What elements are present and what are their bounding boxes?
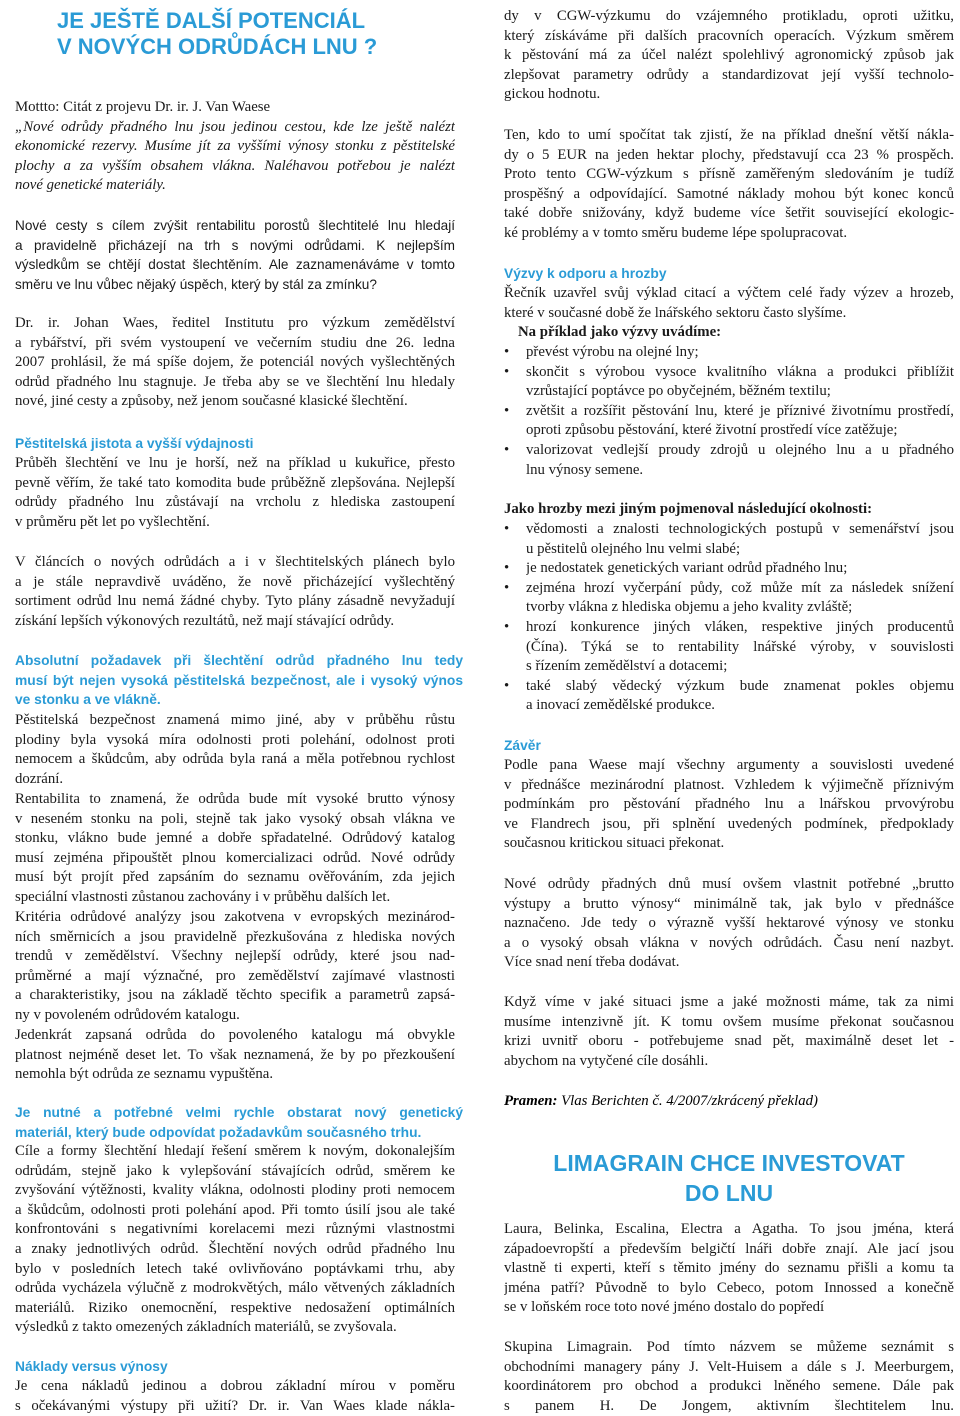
paragraph [504,756,954,854]
text-line: které v současné době že lnářského sektoru často slyšíme. [504,304,847,321]
paragraph [15,711,455,789]
text-line: Dr. ir. Johan Waes, ředitel Institutu pro výzkum zemědělství [15,315,455,331]
article-title-2: LIMAGRAIN CHCE INVESTOVAT DO LNU [553,1150,905,1206]
motto-label: Mottto: Citát z projevu Dr. ir. J. Van Waese [15,99,271,115]
text-line: stonku, vlákno bude jemné a dobře spřadatelné. Odrůdový katalog [15,830,455,847]
text-line: Více snad není třeba dodávat. [504,954,680,971]
text-line: dy o 5 EUR na jeden hektar plochy, představují cca 23 % prospěch. [504,146,954,163]
text-line: lnu výnosy semene. [526,461,644,478]
text-line: skončit s výrobou vysoce kvalitního vlákna a produkci přiblížit [526,363,954,380]
text-line: nemohla být odrůda ze seznamu vypuštěna. [15,1066,274,1083]
text-line: západoevropští a především belgičtí lnáři dobře znají. Ale jací jsou [504,1240,954,1257]
list-heading: Jako hrozby mezi jiným pojmenoval následující okolnosti: [504,501,873,517]
source-label: Pramen: [504,1093,558,1109]
text-line: Nové cesty s cílem zvýšit rentabilitu porostů šlechtitelé lnu hledají [15,218,455,233]
list-item [504,441,954,480]
motto-quote [15,118,455,196]
bullet-icon: • [504,441,510,458]
text-line: nové, jiné cesty a způsoby, než jenom současné klasické šlechtění. [15,393,408,410]
text-line: současnou kriticko​u situaci překonat. [504,835,725,852]
text-line: dozrání. [15,770,64,787]
article-title: JE JEŠTĚ DALŠÍ POTENCIÁL V NOVÝCH ODRŮDÁCH LNU ? [57,8,378,59]
text-line: platnost nejméně deset let. To však neznamená, že by po přezkoušení [15,1046,455,1063]
bullet-icon: • [504,521,510,537]
paragraph [15,553,455,631]
text-line: oproti způsobu pěstování, které životní prostředí více zatěžuje; [526,422,898,439]
source-citation [504,1091,954,1112]
text-line: Ten, kdo to umí spočítat tak zjistí, že na příklad dnešní větší nákla- [504,127,954,143]
text-line: je nedostatek genetických variant odrůd přadného lnu; [526,560,848,577]
text-line: také slabý vědecký výzkum bude znamenat pokles objemu [526,677,954,694]
challenges-list [504,343,954,480]
text-line: průměrné a mají význačné, pro zemědělství zajímavé vlastnosti [15,967,455,984]
text-line: a škůdcům, odolnosti proti polehání apod. Při tomto úsilí jsou ale také [15,1201,455,1218]
paragraph [15,908,455,1026]
list-item [504,363,954,402]
text-line: v přednášce mezinárodní platnost. Vzhledem k výjimečně příznivým [504,776,954,793]
text-line: vědomosti a znalosti technologických postupů v semenářství jsou [526,521,954,537]
section-heading: Náklady versus výnosy [15,1359,168,1374]
text-line: ve Flandrech jsou, při splnění uvedených podmínek, předpoklady [504,815,954,832]
bullet-icon: • [504,618,510,635]
text-line: s očekávanými výstupy při užití? Dr. ir. Van Waes klade nákla- [15,1397,455,1414]
text-line: Podle pana Waese mají všechny argumenty a souvislosti uvedené [504,757,954,773]
text-line: plochy a za vyšším obsahem vlákna. Naléhavou potřebou je nalézt [15,157,455,174]
text-line: v neseném stonku na poli, stejně tak jako vysoký obsah vlákna ve [15,810,455,827]
text-line: a rybářství, při svém vystoupení ve večerním studiu dne 26. ledna [15,334,455,351]
text-line: a charakteristiky, jsou na základě těchto specifik a parametrů zapsá- [15,987,455,1004]
text-line: Řečník uzavřel svůj výklad citací a výčtem celé řady výzev a hrozeb, [504,285,954,301]
text-line: hrozí konkurence jiných vláken, respektive jiných producentů [526,618,954,635]
text-line: koordinátorem pro obchod a produkci lněného semene. Dále pak [504,1378,954,1395]
text-line: prospěšný a odpovídající. Samotné náklady mohou být konec konců [504,185,954,202]
list-item [504,559,954,579]
bullet-icon: • [504,402,510,419]
text-line: převést výrobu na olejné lny; [526,344,699,360]
text-line: a znaky jednotlivých odrůd. Šlechtění nových odrůd přadného lnu [15,1240,455,1257]
text-line: odrůdy přadného lnu zůstávají na vrcholu z hlediska zastoupení [15,494,455,511]
text-line: abychom na vytyčené cíle dosáhli. [504,1052,709,1069]
left-column [0,0,463,1414]
text-line: výsledků z takto omezených základních materiálů, se zvyšovala. [15,1319,397,1336]
text-line: a inovací zemědělské produkce. [526,697,715,714]
text-line: získání lepších výkonových rezultátů, než mají stávající odrůdy. [15,612,395,629]
text-line: materiálů. Riziko onemocnění, respektive nedosažení optimálních [15,1299,455,1316]
text-line: bylo v posledních letech také ovlivňováno poptávkami trhu, aby [15,1260,455,1277]
list-item [504,520,954,559]
text-line: musíme intenzivně jít. K tomu ovšem musíme překonat současnou [504,1013,954,1030]
text-line: Rentabilita to znamená, že odrůda bude mít vysoké brutto výnosy [15,791,455,807]
text-line: plodiny byla vysoká míra odolnosti proti polehání, odolnost proti [15,731,455,748]
text-line: zvětšit a rozšířit pěstování lnu, které je příznivé životnímu prostředí, [526,402,954,419]
text-line: pevně věřím, že také tato komodita bude průběžně zlepšována. Nejlepší [15,474,455,491]
bullet-icon: • [504,363,510,380]
text-line: a pravidelně přicházejí na trh s novými odrůdami. K nejlepším [15,237,455,253]
text-line: ve stonku a ve vlákně. [15,692,161,708]
paragraph [504,284,954,323]
text-line: „Nové odrůdy přadného lnu jsou jedinou cestou, kde lze ještě nalézt [15,118,455,135]
text-line: Laura, Belinka, Escalina, Electra a Agatha. To jsou jména, která [504,1221,954,1237]
text-line: Průběh šlechtění ve lnu je horší, než na příklad u kukuřice, přesto [15,455,455,471]
paragraph [504,126,954,244]
text-line: výstupy a brutto výnosy“ minimálně tak, jak bylo v přednášce [504,895,954,912]
text-line: 2007 prohlásil, že má spíše dojem, že potenciál nových vyšlechtěných [15,354,455,371]
section-heading: Výzvy k odporu a hrozby [504,266,667,281]
text-line: musí být nejen vysoká pěstitelská bezpečnost, ale i vysoký výnos [15,672,463,688]
list-item [504,402,954,441]
intro-paragraph [15,216,455,294]
text-line: a je stále nepravdivě uváděno, že nově přicházející vyšlechtěný [15,573,455,590]
text-line: Jedenkrát zapsaná odrůda do povoleného katalogu má obvykle [15,1027,455,1043]
text-line: směru ve lnu vůbec nějaký úspěch, který by stál za zmínku? [15,276,377,292]
text-line: konfrontováni s negativními korelacemi mezi různými vlastnostmi [15,1221,455,1238]
text-line: zvyšování výtěžnosti, kvality vlákna, odolnosti plodiny proti nemocem [15,1182,455,1199]
text-line: odrůda vycházela výlučně z modrokvětých, málo větvených základních [15,1280,455,1297]
text-line: naznačeno. Jde tedy o výrazně vyšší hektarové výnosy ve stonku [504,915,954,932]
text-line: nemocem a škůdcům, aby odrůda byla raná a měla potřebnou rychlost [15,751,455,768]
text-line: Skupina Limagrain. Pod tímto názvem se můžeme seznámit s [504,1339,954,1355]
paragraph [15,1142,455,1338]
text-line: také dobře snižovány, když budeme více šetřit související ekologic- [504,205,954,222]
text-line: vzrůstající poptávce po obyčejném, běžném textilu; [526,383,831,400]
list-item [504,618,954,677]
paragraph [504,1220,954,1318]
text-line: u pěstitelů olejného lnu velmi slabé; [526,540,741,557]
list-item [504,579,954,618]
text-line: ny v povoleném odrůdovém katalogu. [15,1006,240,1023]
text-line: vlastně ti experti, kteří s těmito jmény do seznamu přišli a komu ta [504,1260,954,1277]
text-line: nové genetické materiály. [15,177,166,194]
text-line: jména patří? Původně to bylo Cebeco, potom Innossed a konečně [504,1279,954,1296]
motto-block [15,98,455,196]
paragraph [15,454,455,532]
text-line: ních směrnicích a jsou pravidelně přezkušována z hlediska nových [15,928,455,945]
text-line: speciální vlastnosti zůstanou zachovány i v průběhu dalších let. [15,888,391,905]
text-line: sortiment odrůd lnu nemá žádné chyby. Tyto plány zásadně nevyžadují [15,593,455,610]
text-line: gickou hodnotu. [504,86,601,103]
section-heading [15,651,463,710]
text-line: materiál, který bude odpovídat požadavkům současného trhu. [15,1124,422,1140]
text-line: s řízením zemědělství a dotacemi; [526,658,728,675]
text-line: výsledkům se chtějí dostat šlechtěním. Ale zaznamenáváme v tomto [15,257,455,273]
text-line: Je nutné a potřebné velmi rychle obstarat nový genetický [15,1105,463,1120]
text-line: Pěstitelská bezpečnost znamená mimo jiné, aby v průběhu růstu [15,712,455,728]
paragraph [15,314,455,412]
text-line: dy v CGW-výzkumu do vzájemného protikladu, oproti užitku, [504,8,954,24]
text-line: odrůd přadného lnu stagnuje. Je třeba aby se ve šlechtění lnu hledaly [15,373,455,390]
section-heading: Závěr [504,738,541,753]
text-line: tvorby vlákna z hlediska objemu a jeho kvality zvláště; [526,599,853,616]
list-item [504,677,954,716]
paragraph [504,7,954,105]
text-line: podmínkám pro pěstování přadného lnu a lnářskou prvovýrobu [504,796,954,813]
text-line: Když víme v jaké situaci jsme a jaké možnosti máme, tak za nimi [504,994,954,1010]
text-line: Nové odrůdy přadných dnů musí ovšem vlastnit potřebné „brutto [504,876,954,892]
list-item [504,343,954,363]
text-line: s panem H. De Jongem, aktivním šlechtitelem lnu. [504,1397,954,1414]
text-line: musí zejména připouštět plnou komercializaci odrůd. Nové odrůdy [15,849,455,866]
text-line: a o vysoký obsah vlákna v nových odrůdách. Času není nazbyt. [504,934,954,951]
bullet-icon: • [504,560,510,577]
text-line: V článcích o nových odrůdách a i v šlechtitelských plánech bylo [15,554,455,570]
paragraph [15,790,455,908]
text-line: valorizovat vedlejší proudy zdrojů u olejného lnu a u přadného [526,441,954,458]
text-line: ké problémy a v tomto směru budeme lépe spolupracovat. [504,224,848,241]
text-line: v průměru pět let po vyšlechtění. [15,513,210,530]
paragraph [15,1026,455,1085]
section-heading [15,1103,463,1142]
threats-list [504,520,954,716]
paragraph [504,993,954,1071]
text-line: Proto tento CGW-výzkum s přísně zaměřeným sledováním je tudíž [504,166,954,183]
paragraph [504,875,954,973]
text-line: odrůdám, stejně jako k vylepšování stávajících odrůd, směrem ke [15,1162,455,1179]
text-line: zlepšovat parametry odrůdy a standardizovat její vyšší technolo- [504,66,954,83]
list-heading: Na příklad jako výzvy uvádíme: [518,324,722,340]
text-line: se v loňském roce toto nové jméno dostalo do popředí [504,1299,825,1316]
text-line: trendů v zemědělství. Všechny nejlepší odrůdy, které jsou nad- [15,948,455,965]
text-line: Cíle a formy šlechtění hledají řešení směrem k novým, dokonalejším [15,1143,455,1159]
text-line: ekonomické rezervy. Musíme jít za vyššími výnosy stonku z pěstitelské [15,138,455,155]
bullet-icon: • [504,677,510,694]
text-line: Kritéria odrůdové analýzy jsou zakotvena v evropských mezinárod- [15,909,455,925]
bullet-icon: • [504,579,510,596]
text-line: zejména hrozí vyčerpání půdy, což může mít za následek snížení [526,579,954,596]
text-line: k pěstování má za účel nalézt spolehlivý agronomický způsob jak [504,47,954,64]
text-line: který získáváme při dalších pracovních operacích. Výzkum směrem [504,27,954,44]
text-line: Absolutní požadavek při šlechtění odrůd přadného lnu tedy [15,653,463,668]
text-line: Je cena nákladů jedinou a dobrou základní mírou v poměru [15,1378,455,1394]
paragraph [15,1377,455,1416]
text-line: krizi uvnitř oboru - potřebujeme snad pět, maximálně deset let - [504,1033,954,1050]
text-line: musí být projít před zapsáním do seznamu ověřováním, zda jejich [15,869,455,886]
source-text: Vlas Berichten č. 4/2007/zkrácený překlad) [557,1093,818,1109]
bullet-icon: • [504,344,510,360]
paragraph [504,1338,954,1416]
section-heading: Pěstitelská jistota a vyšší výdajnosti [15,436,254,451]
text-line: obchodními managery pány J. Velt-Huisem a dále s J. Meerburgem, [504,1358,954,1375]
text-line: (Čína). Týká se to rentability lnářské výroby, v souvislosti [526,638,954,655]
